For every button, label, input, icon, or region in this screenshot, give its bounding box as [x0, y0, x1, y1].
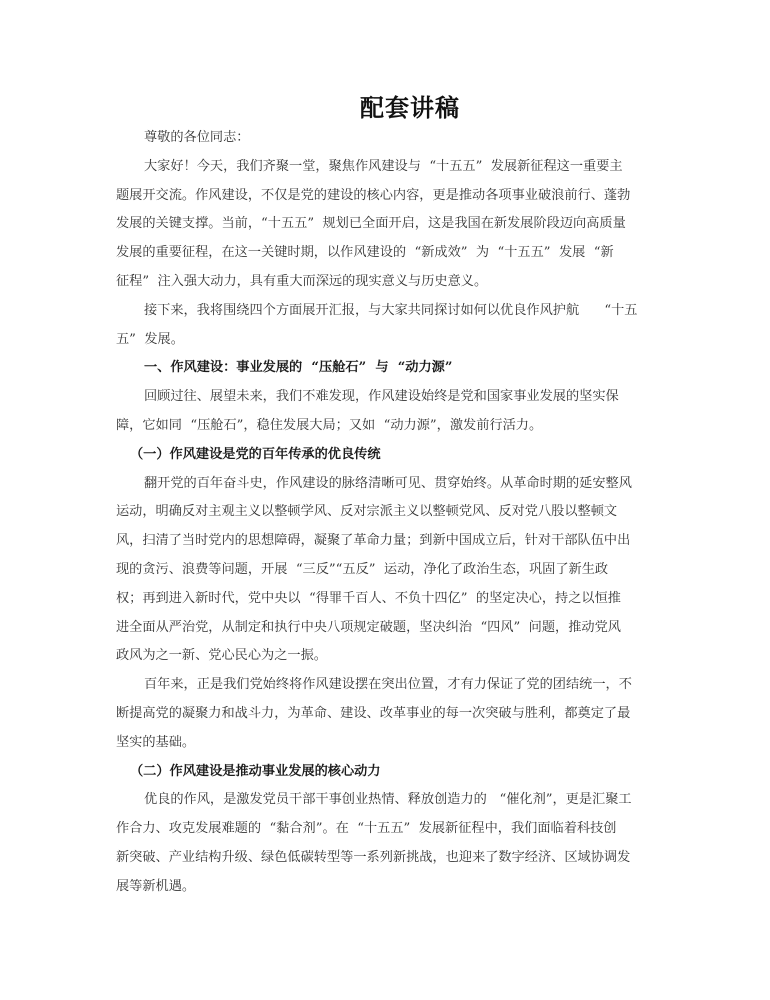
text-line: 展等新机遇。: [116, 878, 196, 894]
text-line: 接下来，我将围绕四个方面展开汇报，与大家共同探讨如何以优良作风护航 “十五: [144, 302, 638, 318]
text-line: 新突破、产业结构升级、绿色低碳转型等一系列新挑战，也迎来了数字经济、区域协调发: [116, 849, 631, 865]
text-line: 权；再到进入新时代，党中央以 “得罪千百人、不负十四亿” 的坚定决心，持之以恒推: [116, 590, 621, 606]
text-line: 征程” 注入强大动力，具有重大而深远的现实意义与历史意义。: [116, 273, 488, 289]
text-line: 五” 发展。: [116, 331, 184, 347]
greeting: 尊敬的各位同志：: [144, 130, 250, 145]
text-line: 发展的重要征程，在这一关键时期，以作风建设的 “新成效” 为 “十五五” 发展 “新: [116, 245, 614, 261]
text-line: 风，扫清了当时党内的思想障碍，凝聚了革命力量；到新中国成立后，针对干部队伍中出: [116, 533, 631, 549]
text-line: 回顾过往、展望未来，我们不难发现，作风建设始终是党和国家事业发展的坚实保: [144, 389, 619, 405]
section-1: [116, 354, 656, 901]
text-line: 百年来，正是我们党始终将作风建设摆在突出位置，才有力保证了党的团结统一，不: [144, 677, 632, 693]
text-line: 大家好！今天，我们齐聚一堂，聚焦作风建设与 “十五五” 发展新征程这一重要主: [144, 158, 623, 174]
text-line: 运动，明确反对主观主义以整顿学风、反对宗派主义以整顿党风、反对党八股以整顿文: [116, 504, 618, 520]
text-line: 断提高党的凝聚力和战斗力，为革命、建设、改革事业的每一次突破与胜利，都奠定了最: [116, 705, 631, 721]
text-line: 题展开交流。作风建设，不仅是党的建设的核心内容，更是推动各项事业破浪前行、蓬勃: [116, 187, 631, 203]
section-heading: 一、作风建设：事业发展的 “压舱石” 与 “动力源”: [144, 360, 453, 376]
text-line: 发展的关键支撑。当前，“十五五” 规划已全面开启，这是我国在新发展阶段迈向高质量: [116, 216, 626, 232]
text-line: 政风为之一新、党心民心为之一振。: [116, 648, 327, 664]
text-line: 翻开党的百年奋斗史，作风建设的脉络清晰可见、贯穿始终。从革命时期的延安整风: [144, 475, 632, 491]
subsection-2: [116, 758, 656, 902]
subsection-heading: （二）作风建设是推动事业发展的核心动力: [130, 763, 381, 779]
paragraph-outline: [116, 297, 656, 355]
text-line: 坚实的基础。: [116, 734, 196, 750]
text-line: 优良的作风，是激发党员干部干事创业热情、释放创造力的 “催化剂”，更是汇聚工: [144, 792, 632, 808]
document-title: 配套讲稿: [360, 93, 460, 122]
text-line: 障，它如同 “压舱石”，稳住发展大局；又如 “动力源”，激发前行活力。: [116, 417, 543, 433]
document-body: [116, 124, 656, 902]
text-line: 作合力、攻克发展难题的 “黏合剂”。在 “十五五” 发展新征程中，我们面临着科技创: [116, 821, 617, 837]
text-line: 进全面从严治党，从制定和执行中央八项规定破题，坚决纠治 “四风” 问题，推动党风: [116, 619, 621, 635]
paragraph-intro: [116, 153, 656, 297]
subsection-heading: （一）作风建设是党的百年传承的优良传统: [130, 446, 381, 462]
text-line: 现的贪污、浪费等问题，开展 “三反”“五反” 运动，净化了政治生态，巩固了新生政: [116, 561, 609, 577]
subsection-1: [116, 441, 656, 758]
